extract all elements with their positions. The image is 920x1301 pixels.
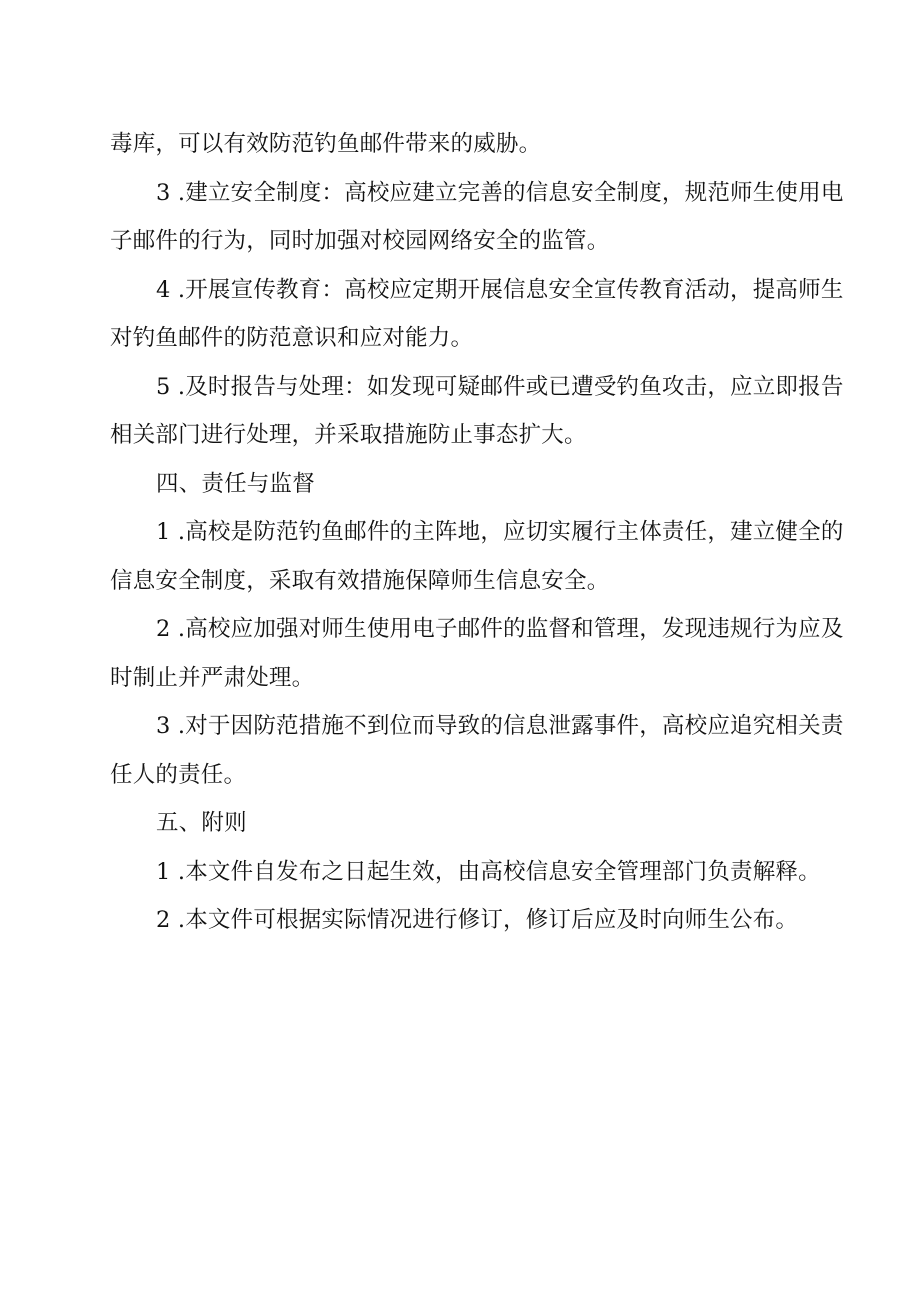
text-line: 信息安全制度，采取有效措施保障师生信息安全。 — [110, 567, 610, 594]
text-line: 相关部门进行处理，并采取措施防止事态扩大。 — [110, 422, 587, 448]
list-item-5-report-and-handle — [110, 363, 844, 460]
text-line: 3 .对于因防范措施不到位而导致的信息泄露事件，高校应追究相关责 — [156, 713, 844, 739]
text-line: 5 .及时报告与处理：如发现可疑邮件或已遭受钓鱼攻击，应立即报告 — [156, 373, 844, 400]
text-line: 1 .高校是防范钓鱼邮件的主阵地，应切实履行主体责任，建立健全的 — [156, 519, 844, 545]
text-line: 1 .本文件自发布之日起生效，由高校信息安全管理部门负责解释。 — [156, 858, 821, 885]
section-heading-responsibility — [110, 460, 816, 509]
text-line: 任人的责任。 — [110, 761, 247, 788]
list-item-2-revision — [110, 896, 816, 945]
paragraph-continuation — [110, 120, 816, 169]
text-line: 对钓鱼邮件的防范意识和应对能力。 — [110, 325, 474, 351]
document-page — [110, 120, 844, 945]
list-item-3-accountability — [110, 702, 844, 799]
list-item-4-education — [110, 266, 844, 363]
section-heading-supplementary — [110, 799, 816, 848]
list-item-1-effective-date — [110, 848, 821, 897]
heading-text: 四、责任与监督 — [156, 470, 315, 497]
text-line: 3 .建立安全制度：高校应建立完善的信息安全制度，规范师生使用电 — [156, 179, 844, 206]
heading-text: 五、附则 — [156, 810, 247, 836]
text-line: 子邮件的行为，同时加强对校园网络安全的监管。 — [110, 228, 610, 254]
text-line: 2 .本文件可根据实际情况进行修订，修订后应及时向师生公布。 — [156, 907, 799, 933]
list-item-2-supervision — [110, 605, 844, 702]
text-line: 4 .开展宣传教育：高校应定期开展信息安全宣传教育活动，提高师生 — [156, 276, 844, 303]
list-item-1-main-responsibility — [110, 508, 844, 605]
list-item-3-establish-security-system — [110, 169, 844, 266]
text-line: 毒库，可以有效防范钓鱼邮件带来的威胁。 — [110, 131, 542, 157]
text-line: 2 .高校应加强对师生使用电子邮件的监督和管理，发现违规行为应及 — [156, 616, 844, 642]
text-line: 时制止并严肃处理。 — [110, 664, 315, 691]
